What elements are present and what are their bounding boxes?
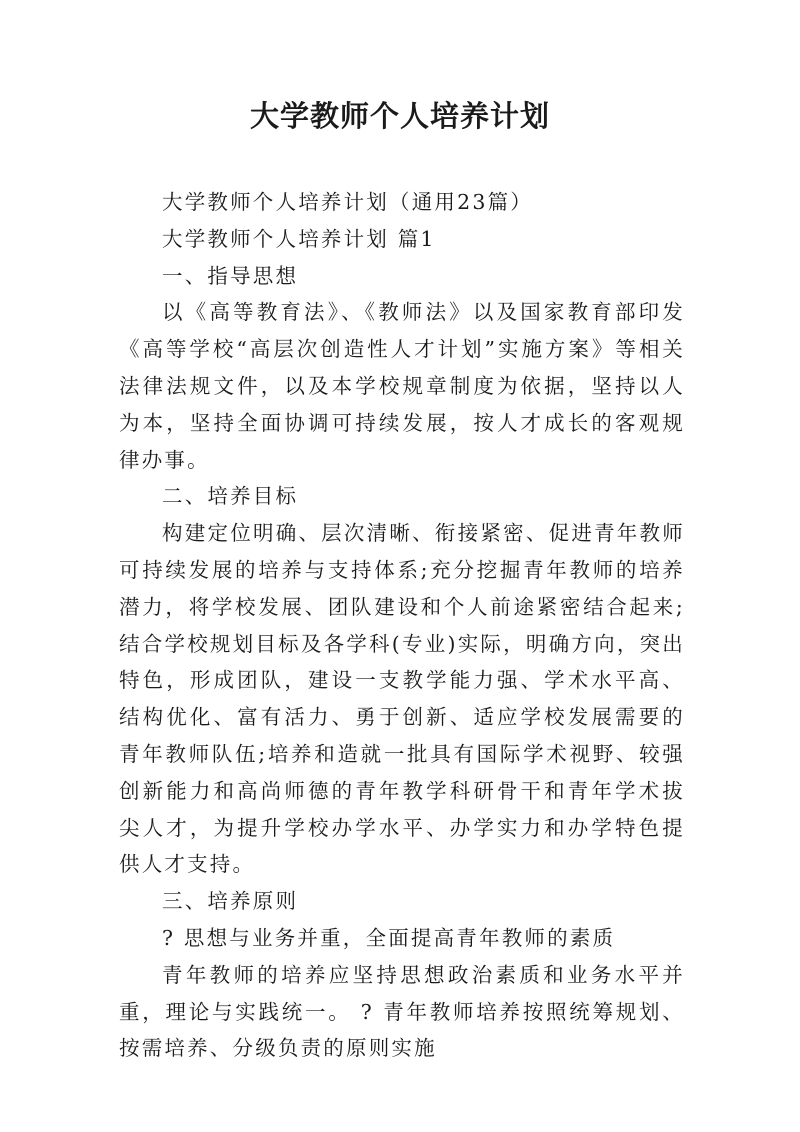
document-body bbox=[119, 184, 685, 1067]
paragraph-guiding-ideology: 以《高等教育法》、《教师法》以及国家教育部印发《高等学校“高层次创造性人才计划”实施方案》等相关法律法规文件，以及本学校规章制度为依据，坚持以人为本，坚持全面协调可持续发展，按人才成长的客观规律办事。 bbox=[119, 300, 685, 472]
section-heading-part-1: 大学教师个人培养计划 篇1 bbox=[162, 226, 436, 251]
heading-training-goals: 二、培养目标 bbox=[162, 484, 299, 509]
paragraph-principle-detail: 青年教师的培养应坚持思想政治素质和业务水平并重，理论与实践统一。 ? 青年教师培养按照统筹规划、按需培养、分级负责的原则实施 bbox=[119, 962, 685, 1061]
heading-training-principles: 三、培养原则 bbox=[162, 889, 299, 914]
subtitle-paragraph: 大学教师个人培养计划（通用23篇） bbox=[162, 190, 533, 214]
document-title: 大学教师个人培养计划 bbox=[249, 99, 550, 133]
paragraph-principle-1: ? 思想与业务并重，全面提高青年教师的素质 bbox=[162, 925, 616, 950]
paragraph-training-goals: 构建定位明确、层次清晰、衔接紧密、促进青年教师可持续发展的培养与支持体系;充分挖掘青年教师的培养潜力，将学校发展、团队建设和个人前途紧密结合起来;结合学校规划目标及各学科(专业)实际，明确方向，突出特色，形成团队，建设一支教学能力强、学术水平高、结构优化、富有活力、勇于创新、适应学校发展需要的青年教师队伍;培养和造就一批具有国际学术视野、较强创新能力和高尚师德的青年教学科研骨干和青年学术拔尖人才，为提升学校办学水平、办学实力和办学特色提供人才支持。 bbox=[119, 521, 685, 877]
heading-guiding-ideology: 一、指导思想 bbox=[162, 263, 299, 288]
